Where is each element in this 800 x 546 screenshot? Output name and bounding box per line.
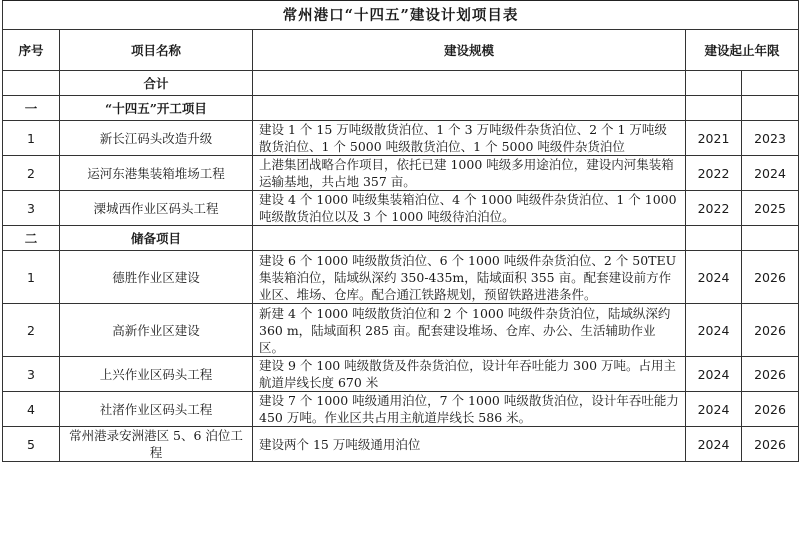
- row-desc: 建设 9 个 100 吨级散货及件杂货泊位，设计年吞吐能力 300 万吨。占用主航道岸线长度 670 米: [253, 357, 686, 392]
- row-seq: 1: [3, 251, 60, 304]
- row-end: 2026: [742, 392, 799, 427]
- total-start: [686, 71, 742, 96]
- row-start: 2024: [686, 392, 742, 427]
- table-row: [3, 304, 799, 357]
- table-row: [3, 191, 799, 226]
- table-row: [3, 392, 799, 427]
- row-desc: 上港集团战略合作项目，依托已建 1000 吨级多用途泊位，建设内河集装箱运输基地，共占地 357 亩。: [253, 156, 686, 191]
- row-desc: 建设 1 个 15 万吨级散货泊位、1 个 3 万吨级件杂货泊位、2 个 1 万吨级散货泊位、1 个 5000 吨级散货泊位、1 个 5000 吨级件杂货泊位: [253, 121, 686, 156]
- row-name: 常州港录安洲港区 5、6 泊位工程: [60, 427, 253, 462]
- section-label: “十四五”开工项目: [60, 96, 253, 121]
- row-end: 2025: [742, 191, 799, 226]
- row-start: 2024: [686, 251, 742, 304]
- row-end: 2026: [742, 251, 799, 304]
- total-label: 合计: [60, 71, 253, 96]
- header-scale: 建设规模: [253, 30, 686, 71]
- table-row: [3, 156, 799, 191]
- row-seq: 1: [3, 121, 60, 156]
- row-start: 2022: [686, 156, 742, 191]
- row-start: 2021: [686, 121, 742, 156]
- row-end: 2026: [742, 357, 799, 392]
- row-seq: 3: [3, 191, 60, 226]
- row-desc: 建设 7 个 1000 吨级通用泊位，7 个 1000 吨级散货泊位，设计年吞吐能力 450 万吨。作业区共占用主航道岸线长 586 米。: [253, 392, 686, 427]
- row-seq: 5: [3, 427, 60, 462]
- total-end: [742, 71, 799, 96]
- row-name: 溧城西作业区码头工程: [60, 191, 253, 226]
- row-desc: 建设 6 个 1000 吨级散货泊位、6 个 1000 吨级件杂货泊位、2 个 50TEU 集装箱泊位，陆域纵深约 350-435m，陆域面积 355 亩。配套建设前方作业区、堆场、仓库。配合通江铁路规划，预留铁路进港条件。: [253, 251, 686, 304]
- row-name: 社渚作业区码头工程: [60, 392, 253, 427]
- row-seq: 4: [3, 392, 60, 427]
- table-row: [3, 121, 799, 156]
- row-name: 德胜作业区建设: [60, 251, 253, 304]
- row-name: 高新作业区建设: [60, 304, 253, 357]
- project-table: [2, 0, 799, 462]
- section-label: 储备项目: [60, 226, 253, 251]
- table-title: 常州港口“十四五”建设计划项目表: [3, 1, 799, 30]
- header-name: 项目名称: [60, 30, 253, 71]
- row-start: 2024: [686, 304, 742, 357]
- row-end: 2026: [742, 427, 799, 462]
- row-start: 2022: [686, 191, 742, 226]
- row-name: 上兴作业区码头工程: [60, 357, 253, 392]
- section-num: 二: [3, 226, 60, 251]
- row-desc: 新建 4 个 1000 吨级散货泊位和 2 个 1000 吨级件杂货泊位，陆域纵深约 360 m，陆域面积 285 亩。配套建设堆场、仓库、办公、生活辅助作业区。: [253, 304, 686, 357]
- section-num: 一: [3, 96, 60, 121]
- row-name: 新长江码头改造升级: [60, 121, 253, 156]
- row-name: 运河东港集装箱堆场工程: [60, 156, 253, 191]
- row-desc: 建设两个 15 万吨级通用泊位: [253, 427, 686, 462]
- row-start: 2024: [686, 427, 742, 462]
- row-desc: 建设 4 个 1000 吨级集装箱泊位、4 个 1000 吨级件杂货泊位、1 个 1000 吨级散货泊位以及 3 个 1000 吨级待泊泊位。: [253, 191, 686, 226]
- total-seq: [3, 71, 60, 96]
- row-end: 2026: [742, 304, 799, 357]
- header-seq: 序号: [3, 30, 60, 71]
- total-scale: [253, 71, 686, 96]
- row-seq: 2: [3, 304, 60, 357]
- row-end: 2023: [742, 121, 799, 156]
- header-years: 建设起止年限: [686, 30, 799, 71]
- row-seq: 2: [3, 156, 60, 191]
- row-start: 2024: [686, 357, 742, 392]
- row-end: 2024: [742, 156, 799, 191]
- table-row: [3, 427, 799, 462]
- row-seq: 3: [3, 357, 60, 392]
- table-row: [3, 251, 799, 304]
- table-row: [3, 357, 799, 392]
